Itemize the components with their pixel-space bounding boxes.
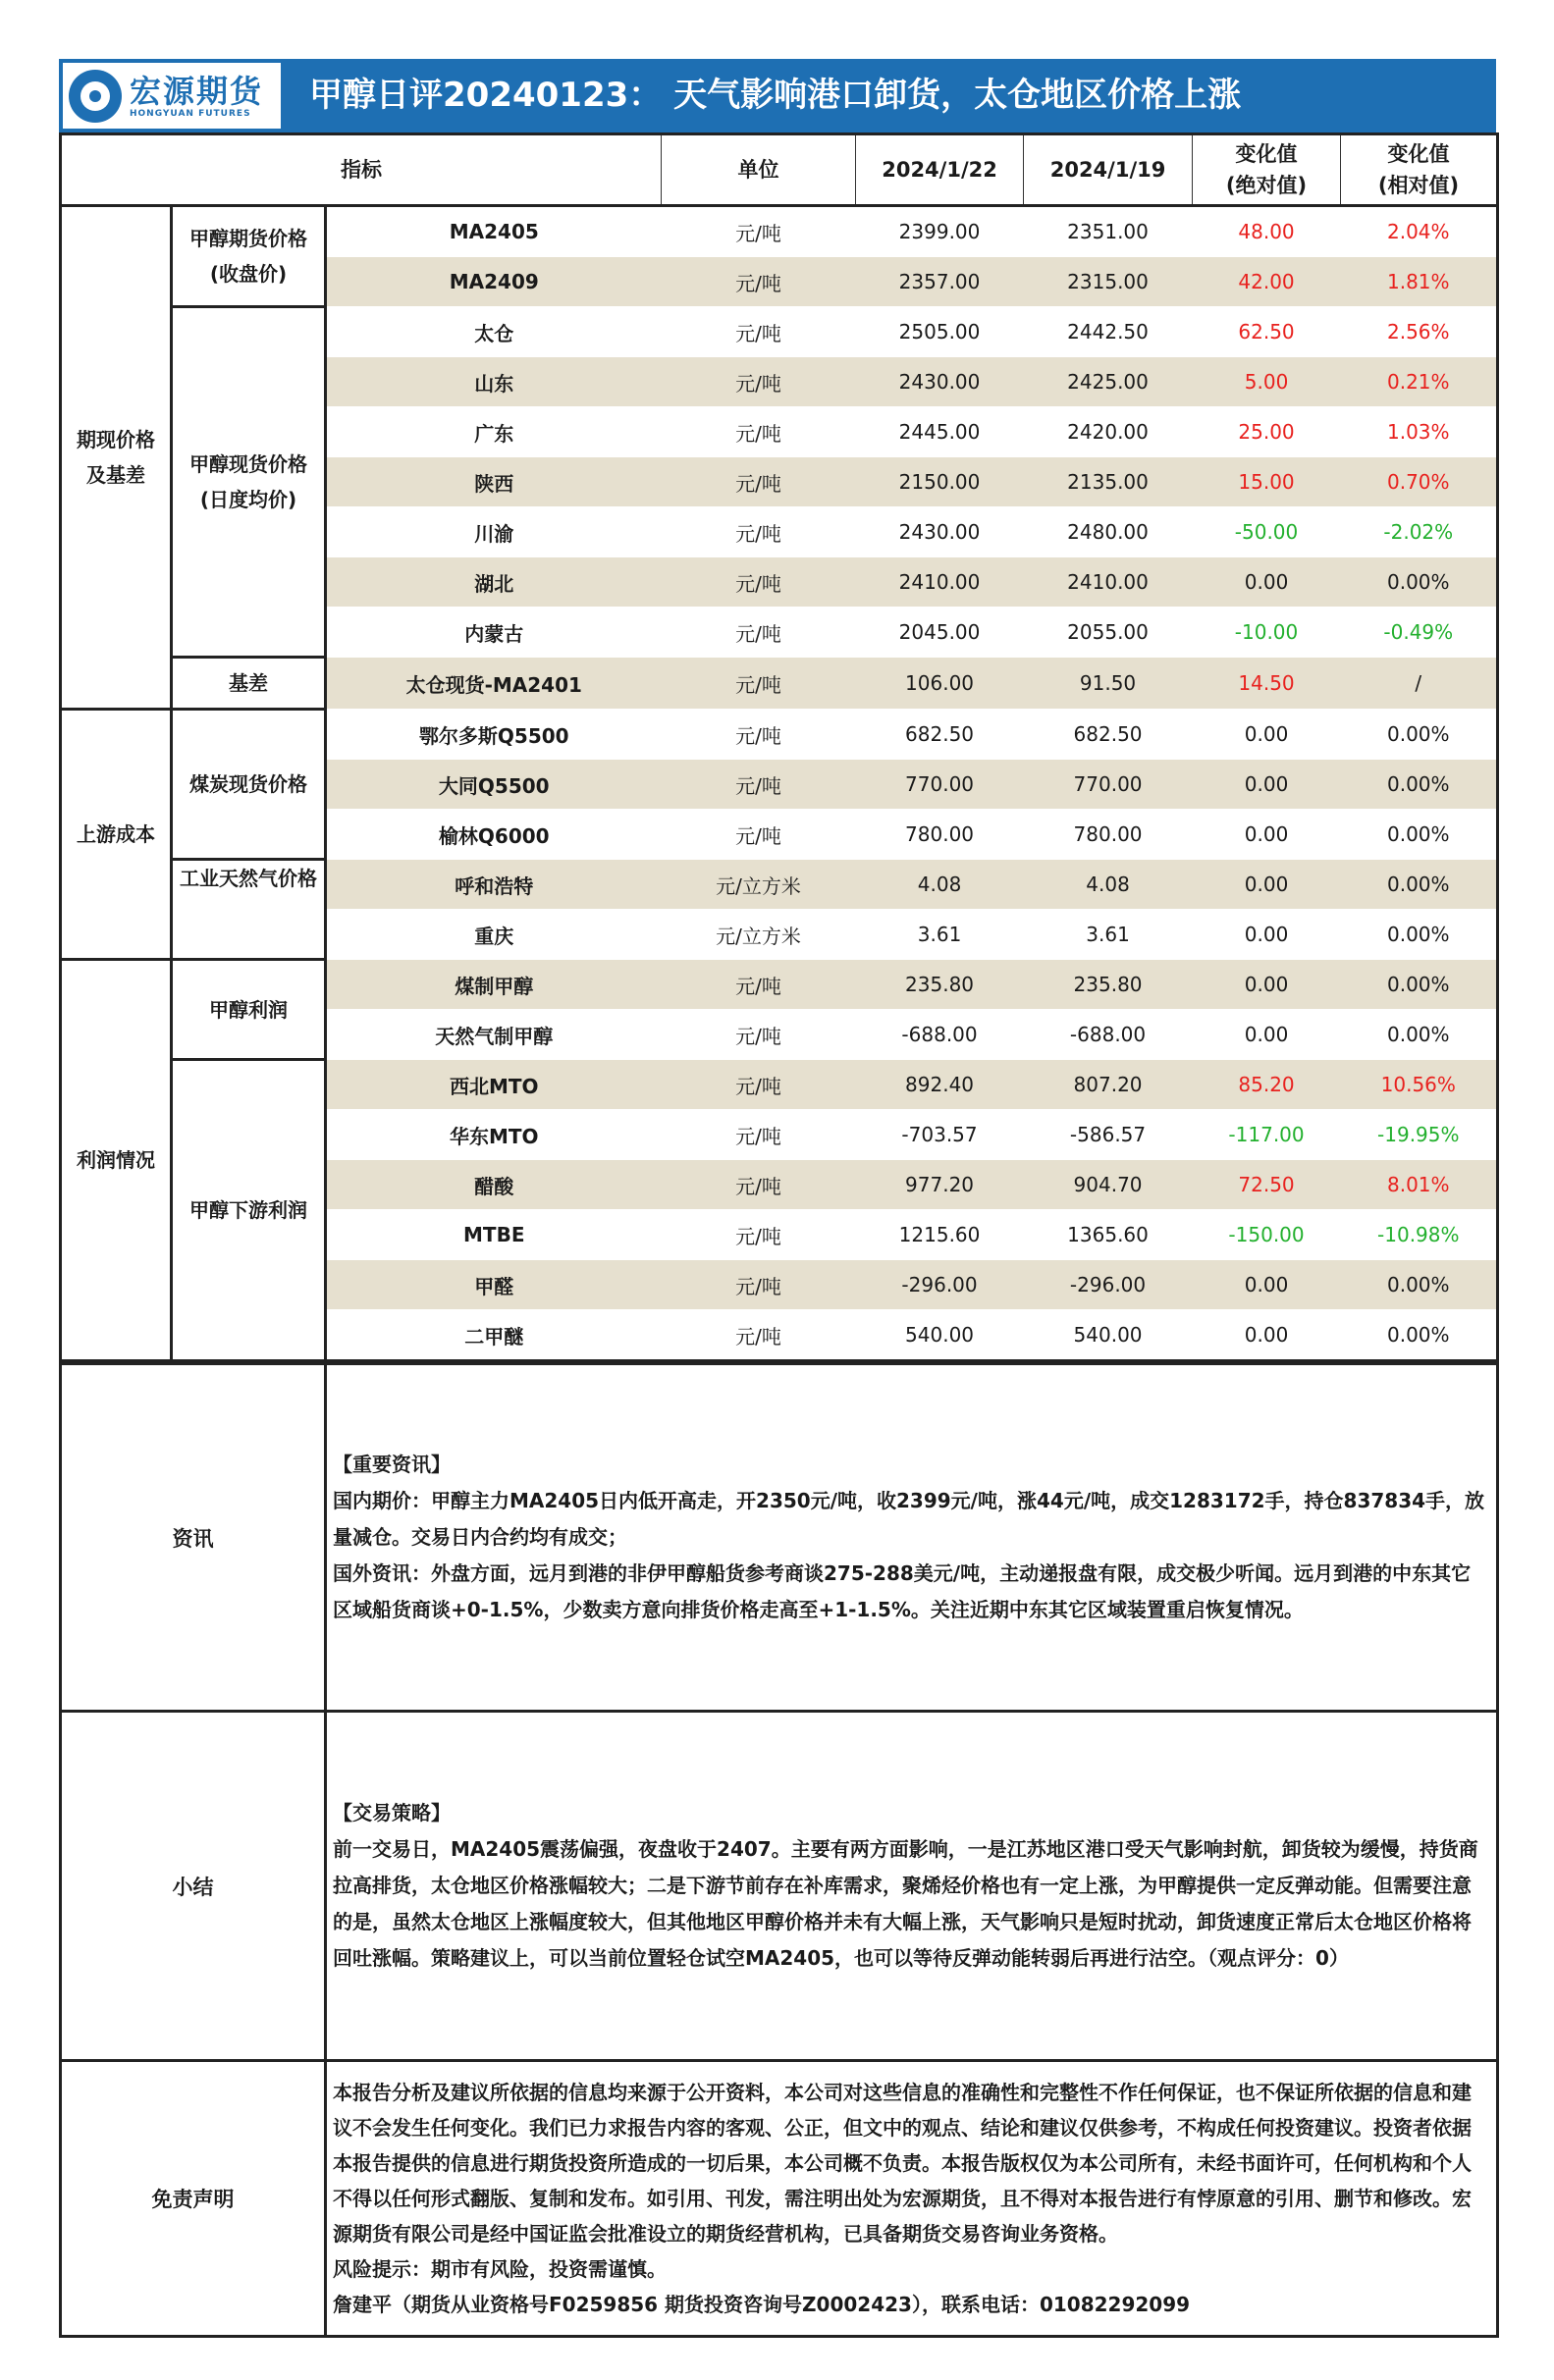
- value-2024-01-19: 2351.00: [1024, 206, 1193, 257]
- commentary-table: [59, 1362, 1499, 2338]
- indicator-table: [59, 132, 1499, 1362]
- unit-cell: 元/吨: [662, 810, 856, 860]
- value-2024-01-19: 682.50: [1024, 710, 1193, 760]
- indicator-name: 太仓现货-MA2401: [326, 658, 662, 710]
- value-2024-01-19: 2135.00: [1024, 457, 1193, 507]
- value-2024-01-22: -296.00: [856, 1260, 1024, 1310]
- indicator-name: 甲醛: [326, 1260, 662, 1310]
- value-2024-01-22: 2357.00: [856, 257, 1024, 307]
- table-row: [61, 206, 1498, 257]
- value-2024-01-22: 2445.00: [856, 407, 1024, 457]
- unit-cell: 元/吨: [662, 507, 856, 557]
- value-2024-01-22: 2505.00: [856, 307, 1024, 357]
- indicator-name: 天然气制甲醇: [326, 1010, 662, 1060]
- value-2024-01-22: 4.08: [856, 860, 1024, 910]
- row-group-label: 利润情况: [61, 960, 172, 1361]
- change-absolute: 0.00: [1193, 1260, 1341, 1310]
- change-absolute: 62.50: [1193, 307, 1341, 357]
- change-relative: 8.01%: [1341, 1160, 1498, 1210]
- change-absolute: 0.00: [1193, 960, 1341, 1010]
- unit-cell: 元/吨: [662, 658, 856, 710]
- change-absolute: 15.00: [1193, 457, 1341, 507]
- indicator-name: 湖北: [326, 557, 662, 608]
- change-absolute: 0.00: [1193, 910, 1341, 960]
- summary-heading: 【交易策略】: [333, 1801, 451, 1825]
- unit-cell: 元/吨: [662, 1260, 856, 1310]
- column-header: 2024/1/19: [1024, 134, 1193, 206]
- value-2024-01-19: 91.50: [1024, 658, 1193, 710]
- indicator-name: MA2409: [326, 257, 662, 307]
- row-subgroup-label: 甲醇利润: [172, 960, 326, 1060]
- change-absolute: 0.00: [1193, 710, 1341, 760]
- indicator-name: 川渝: [326, 507, 662, 557]
- table-row: [61, 1060, 1498, 1110]
- indicator-name: 太仓: [326, 307, 662, 357]
- value-2024-01-19: 3.61: [1024, 910, 1193, 960]
- column-header: 变化值 (相对值): [1341, 134, 1498, 206]
- unit-cell: 元/吨: [662, 257, 856, 307]
- value-2024-01-19: 780.00: [1024, 810, 1193, 860]
- logo-text: [130, 74, 263, 119]
- table-row: [61, 860, 1498, 910]
- indicator-name: MTBE: [326, 1210, 662, 1260]
- indicator-name: 陕西: [326, 457, 662, 507]
- column-header: 单位: [662, 134, 856, 206]
- value-2024-01-22: -703.57: [856, 1110, 1024, 1160]
- unit-cell: 元/吨: [662, 1210, 856, 1260]
- value-2024-01-22: 540.00: [856, 1310, 1024, 1361]
- news-overseas: 国外资讯：外盘方面，远月到港的非伊甲醇船货参考商谈275-288美元/吨，主动递报盘有限，成交极少听闻。远月到港的中东其它区域船货商谈+0-1.5%，少数卖方意向排货价格走高至+1-1.5%。关注近期中东其它区域装置重启恢复情况。: [333, 1561, 1472, 1621]
- news-heading: 【重要资讯】: [333, 1453, 451, 1476]
- unit-cell: 元/吨: [662, 307, 856, 357]
- value-2024-01-19: 904.70: [1024, 1160, 1193, 1210]
- change-relative: 2.04%: [1341, 206, 1498, 257]
- logo-name-cn: 宏源期货: [130, 72, 264, 110]
- change-relative: 0.00%: [1341, 557, 1498, 608]
- row-subgroup-label: 煤炭现货价格: [172, 710, 326, 860]
- value-2024-01-22: 892.40: [856, 1060, 1024, 1110]
- unit-cell: 元/吨: [662, 1010, 856, 1060]
- value-2024-01-19: 2055.00: [1024, 608, 1193, 658]
- change-absolute: -50.00: [1193, 507, 1341, 557]
- value-2024-01-22: 2430.00: [856, 507, 1024, 557]
- indicator-name: 重庆: [326, 910, 662, 960]
- change-relative: 0.21%: [1341, 357, 1498, 407]
- value-2024-01-19: 807.20: [1024, 1060, 1193, 1110]
- value-2024-01-19: 235.80: [1024, 960, 1193, 1010]
- summary-label: 小结: [61, 1712, 326, 2061]
- value-2024-01-19: -586.57: [1024, 1110, 1193, 1160]
- value-2024-01-19: 2410.00: [1024, 557, 1193, 608]
- unit-cell: 元/立方米: [662, 860, 856, 910]
- news-label: 资讯: [61, 1364, 326, 1712]
- change-relative: 1.81%: [1341, 257, 1498, 307]
- indicator-name: 二甲醚: [326, 1310, 662, 1361]
- summary-strategy: 前一交易日，MA2405震荡偏强，夜盘收于2407。主要有两方面影响，一是江苏地区港口受天气影响封航，卸货较为缓慢，持货商拉高排货，太仓地区价格涨幅较大；二是下游节前存在补库需求，聚烯烃价格也有一定上涨，为甲醇提供一定反弹动能。但需要注意的是，虽然太仓地区上涨幅度较大，但其他地区甲醇价格并未有大幅上涨，天气影响只是短时扰动，卸货速度正常后太仓地区价格将回吐涨幅。策略建议上，可以当前位置轻仓试空MA2405，也可以等待反弹动能转弱后再进行沽空。（观点评分：0）: [333, 1837, 1478, 1970]
- table-row: [61, 710, 1498, 760]
- change-absolute: 48.00: [1193, 206, 1341, 257]
- value-2024-01-19: 770.00: [1024, 760, 1193, 810]
- indicator-name: 煤制甲醇: [326, 960, 662, 1010]
- analyst-contact: 詹建平（期货从业资格号F0259856 期货投资咨询号Z0002423），联系电话：01082292099: [333, 2293, 1191, 2316]
- report-page: [59, 59, 1496, 2338]
- change-absolute: 0.00: [1193, 860, 1341, 910]
- change-relative: /: [1341, 658, 1498, 710]
- logo-emblem-icon: [69, 70, 122, 123]
- change-relative: -0.49%: [1341, 608, 1498, 658]
- table-row: [61, 307, 1498, 357]
- change-absolute: 14.50: [1193, 658, 1341, 710]
- value-2024-01-19: 1365.60: [1024, 1210, 1193, 1260]
- change-absolute: 0.00: [1193, 1310, 1341, 1361]
- unit-cell: 元/吨: [662, 760, 856, 810]
- value-2024-01-19: 540.00: [1024, 1310, 1193, 1361]
- row-subgroup-label: 基差: [172, 658, 326, 710]
- value-2024-01-19: -688.00: [1024, 1010, 1193, 1060]
- unit-cell: 元/吨: [662, 457, 856, 507]
- change-absolute: 85.20: [1193, 1060, 1341, 1110]
- indicator-name: 西北MTO: [326, 1060, 662, 1110]
- change-relative: 10.56%: [1341, 1060, 1498, 1110]
- value-2024-01-22: 1215.60: [856, 1210, 1024, 1260]
- value-2024-01-22: 2150.00: [856, 457, 1024, 507]
- value-2024-01-22: 106.00: [856, 658, 1024, 710]
- disclaimer-section: [326, 2061, 1498, 2337]
- indicator-name: MA2405: [326, 206, 662, 257]
- change-absolute: -150.00: [1193, 1210, 1341, 1260]
- value-2024-01-19: 2420.00: [1024, 407, 1193, 457]
- value-2024-01-22: 780.00: [856, 810, 1024, 860]
- row-subgroup-label: 甲醇下游利润: [172, 1060, 326, 1361]
- row-group-label: 期现价格 及基差: [61, 206, 172, 710]
- value-2024-01-22: 2045.00: [856, 608, 1024, 658]
- value-2024-01-22: 2410.00: [856, 557, 1024, 608]
- change-relative: 1.03%: [1341, 407, 1498, 457]
- row-group-label: 上游成本: [61, 710, 172, 960]
- value-2024-01-22: 3.61: [856, 910, 1024, 960]
- change-relative: 0.00%: [1341, 1260, 1498, 1310]
- unit-cell: 元/吨: [662, 608, 856, 658]
- change-absolute: 5.00: [1193, 357, 1341, 407]
- disclaimer-text: 本报告分析及建议所依据的信息均来源于公开资料，本公司对这些信息的准确性和完整性不作任何保证，也不保证所依据的信息和建议不会发生任何变化。我们已力求报告内容的客观、公正，但文中的观点、结论和建议仅供参考，不构成任何投资建议。投资者依据本报告提供的信息进行期货投资所造成的一切后果，本公司概不负责。本报告版权仅为本公司所有，未经书面许可，任何机构和个人不得以任何形式翻版、复制和发布。如引用、刊发，需注明出处为宏源期货，且不得对本报告进行有悖原意的引用、删节和修改。宏源期货有限公司是经中国证监会批准设立的期货经营机构，已具备期货交易咨询业务资格。: [333, 2081, 1472, 2246]
- report-title: 甲醇日评20240123： 天气影响港口卸货，太仓地区价格上涨: [309, 76, 1242, 115]
- unit-cell: 元/吨: [662, 1160, 856, 1210]
- change-relative: 2.56%: [1341, 307, 1498, 357]
- change-relative: -19.95%: [1341, 1110, 1498, 1160]
- table-row: [61, 960, 1498, 1010]
- value-2024-01-22: 2399.00: [856, 206, 1024, 257]
- change-absolute: 25.00: [1193, 407, 1341, 457]
- change-relative: 0.00%: [1341, 910, 1498, 960]
- change-absolute: 0.00: [1193, 810, 1341, 860]
- value-2024-01-19: 2480.00: [1024, 507, 1193, 557]
- unit-cell: 元/吨: [662, 1310, 856, 1361]
- indicator-name: 榆林Q6000: [326, 810, 662, 860]
- value-2024-01-22: 682.50: [856, 710, 1024, 760]
- change-absolute: 0.00: [1193, 1010, 1341, 1060]
- column-header: 2024/1/22: [856, 134, 1024, 206]
- change-absolute: 0.00: [1193, 557, 1341, 608]
- change-relative: 0.00%: [1341, 710, 1498, 760]
- change-relative: 0.00%: [1341, 760, 1498, 810]
- value-2024-01-22: 977.20: [856, 1160, 1024, 1210]
- company-logo: [63, 63, 281, 129]
- change-relative: 0.70%: [1341, 457, 1498, 507]
- unit-cell: 元/吨: [662, 1110, 856, 1160]
- row-subgroup-label: 工业天然气价格: [172, 860, 326, 960]
- change-relative: 0.00%: [1341, 810, 1498, 860]
- unit-cell: 元/吨: [662, 206, 856, 257]
- summary-section: [326, 1712, 1498, 2061]
- change-relative: 0.00%: [1341, 1310, 1498, 1361]
- value-2024-01-22: 235.80: [856, 960, 1024, 1010]
- change-relative: 0.00%: [1341, 1010, 1498, 1060]
- news-domestic: 国内期价：甲醇主力MA2405日内低开高走，开2350元/吨，收2399元/吨，涨44元/吨，成交1283172手，持仓837834手，放量减仓。交易日内合约均有成交；: [333, 1489, 1485, 1549]
- unit-cell: 元/吨: [662, 710, 856, 760]
- indicator-name: 山东: [326, 357, 662, 407]
- value-2024-01-19: 2425.00: [1024, 357, 1193, 407]
- table-header-row: [61, 134, 1498, 206]
- change-relative: -10.98%: [1341, 1210, 1498, 1260]
- value-2024-01-22: 2430.00: [856, 357, 1024, 407]
- row-subgroup-label: 甲醇现货价格 (日度均价): [172, 307, 326, 658]
- change-relative: -2.02%: [1341, 507, 1498, 557]
- value-2024-01-22: -688.00: [856, 1010, 1024, 1060]
- indicator-name: 醋酸: [326, 1160, 662, 1210]
- change-relative: 0.00%: [1341, 860, 1498, 910]
- change-relative: 0.00%: [1341, 960, 1498, 1010]
- indicator-name: 大同Q5500: [326, 760, 662, 810]
- value-2024-01-19: 2315.00: [1024, 257, 1193, 307]
- unit-cell: 元/吨: [662, 407, 856, 457]
- value-2024-01-22: 770.00: [856, 760, 1024, 810]
- title-banner: [59, 59, 1496, 132]
- indicator-name: 内蒙古: [326, 608, 662, 658]
- unit-cell: 元/吨: [662, 357, 856, 407]
- indicator-name: 鄂尔多斯Q5500: [326, 710, 662, 760]
- unit-cell: 元/吨: [662, 960, 856, 1010]
- logo-name-en: HONGYUAN FUTURES: [130, 108, 251, 119]
- unit-cell: 元/吨: [662, 557, 856, 608]
- risk-warning: 风险提示：期市有风险，投资需谨慎。: [333, 2257, 667, 2281]
- change-absolute: -10.00: [1193, 608, 1341, 658]
- unit-cell: 元/吨: [662, 1060, 856, 1110]
- unit-cell: 元/立方米: [662, 910, 856, 960]
- column-header: 变化值 (绝对值): [1193, 134, 1341, 206]
- disclaimer-label: 免责声明: [61, 2061, 326, 2337]
- value-2024-01-19: 4.08: [1024, 860, 1193, 910]
- indicator-name: 呼和浩特: [326, 860, 662, 910]
- change-absolute: 0.00: [1193, 760, 1341, 810]
- value-2024-01-19: -296.00: [1024, 1260, 1193, 1310]
- change-absolute: -117.00: [1193, 1110, 1341, 1160]
- table-row: [61, 658, 1498, 710]
- column-header: 指标: [61, 134, 662, 206]
- value-2024-01-19: 2442.50: [1024, 307, 1193, 357]
- row-subgroup-label: 甲醇期货价格 (收盘价): [172, 206, 326, 307]
- indicator-name: 华东MTO: [326, 1110, 662, 1160]
- indicator-name: 广东: [326, 407, 662, 457]
- change-absolute: 72.50: [1193, 1160, 1341, 1210]
- change-absolute: 42.00: [1193, 257, 1341, 307]
- news-section: [326, 1364, 1498, 1712]
